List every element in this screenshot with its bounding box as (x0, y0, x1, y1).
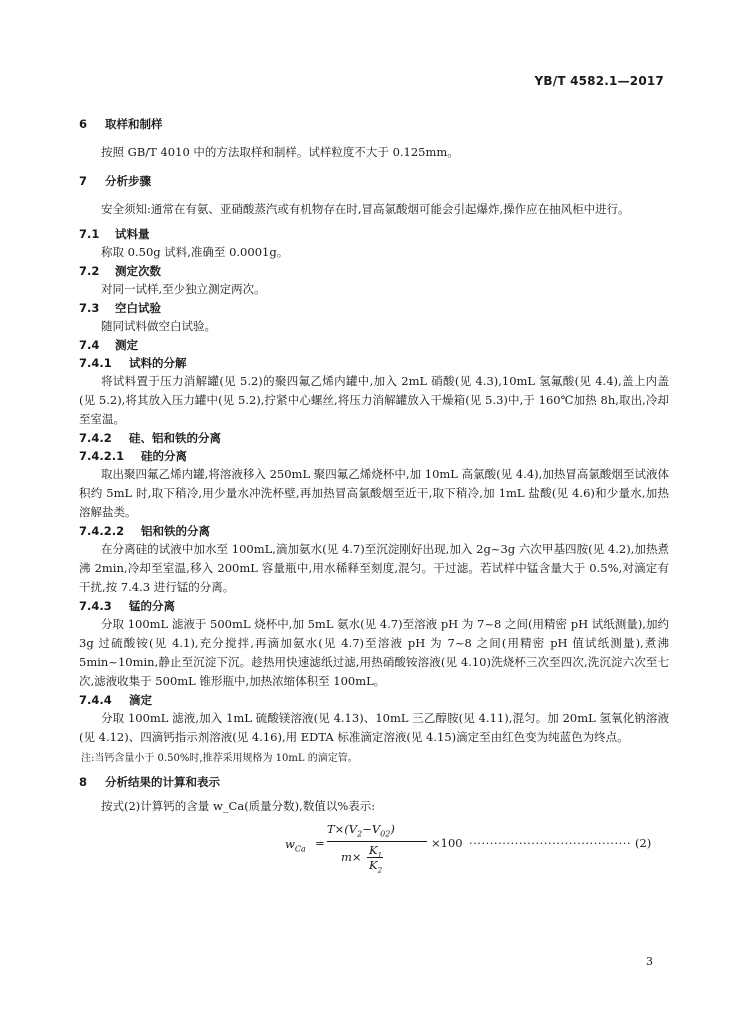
section-7-4-3-text: 分取 100mL 滤液于 500mL 烧杯中,加 5mL 氨水(见 4.7)至溶液 pH 为 7~8 之间(用精密 pH 试纸测量),加约 3g 过硫酸铵(见 4.1),充分搅拌,再滴加氨水(见 4.7)至溶液 pH 为 7~8 之间(用精密 pH 值试纸测量),煮沸 5min~10min,静止至沉淀下沉。趁热用快速滤纸过滤,用热硝酸铵溶液(见 4.10)洗烧杯三次至四次,洗沉淀六次至七次,滤液收集于 500mL 锥形瓶中,加热浓缩体积至 100mL。 (79, 617, 669, 688)
section-number: 7.1 (79, 227, 100, 241)
section-7-1-text: 称取 0.50g 试料,准确至 0.0001g。 (101, 245, 289, 259)
fraction-bar (327, 841, 427, 842)
section-number: 7.4.2 (79, 431, 112, 445)
section-7-4-2-2-text: 在分离硅的试液中加水至 100mL,滴加氨水(见 4.7)至沉淀刚好出现,加入 2g~3g 六次甲基四胺(见 4.2),加热煮沸 2min,冷却至室温,移入 200mL 容量瓶中,用水稀释至刻度,混匀。干过滤。若试样中锰含量大于 0.5%,对滴定有干扰,按 7.4.3 进行锰的分离。 (79, 542, 669, 594)
section-7-4-heading (79, 336, 669, 354)
section-title: 试料的分解 (129, 356, 187, 370)
formula-lhs: $w_{Ca}$ (285, 837, 306, 854)
section-number: 8 (79, 775, 88, 789)
page-number: 3 (646, 955, 653, 968)
section-6-text: 按照 GB/T 4010 中的方法取样和制样。试样粒度不大于 0.125mm。 (101, 145, 459, 159)
formula-leader-dots: ······································· (469, 836, 632, 850)
section-7-4-2-heading (79, 429, 669, 447)
section-number: 7.4.3 (79, 599, 112, 613)
content-body (79, 115, 669, 874)
section-title: 锰的分离 (129, 599, 176, 613)
formula-numerator: $T\times(V_2-V_{02})$ (327, 822, 395, 839)
section-title: 分析步骤 (105, 174, 152, 188)
section-title: 测定 (115, 338, 139, 352)
formula-k1: $K_1$ (369, 843, 383, 860)
section-7-4-4-heading (79, 691, 669, 709)
section-7-4-2-1-text: 取出聚四氟乙烯内罐,将溶液移入 250mL 聚四氟乙烯烧杯中,加 10mL 高氯酸(见 4.4),加热冒高氯酸烟至试液体积约 5mL 时,取下稍冷,用少量水冲洗杯壁,再加热冒高氯酸烟至近干,取下稍冷,加 1mL 盐酸(见 4.6)和少量水,加热溶解盐类。 (79, 467, 669, 519)
formula-denominator: m× (341, 850, 362, 864)
section-7-2-text: 对同一试样,至少独立测定两次。 (101, 282, 266, 296)
section-7-1-heading (79, 225, 669, 243)
standard-code: YB/T 4582.1—2017 (534, 74, 664, 88)
section-number: 7.4.2.2 (79, 524, 125, 538)
section-number: 6 (79, 117, 88, 131)
section-7-4-1-text: 将试料置于压力消解罐(见 5.2)的聚四氟乙烯内罐中,加入 2mL 硝酸(见 4.3),10mL 氢氟酸(见 4.4),盖上内盖(见 5.2),将其放入压力罐中(见 5.2),拧紧中心螺丝,将压力消解罐放入干燥箱(见 5.3)中,于 160℃加热 8h,取出,冷却至室温。 (79, 374, 669, 426)
section-number: 7.4.1 (79, 356, 112, 370)
section-title: 滴定 (129, 693, 153, 707)
section-7-3-heading (79, 299, 669, 317)
section-8-heading (79, 773, 669, 791)
section-number: 7.4.2.1 (79, 449, 125, 463)
section-7-heading (79, 172, 669, 190)
equation-number: (2) (635, 836, 652, 850)
formula-equals: = (315, 836, 325, 850)
note: 注:当钙含量小于 0.50%时,推荐采用规格为 10mL 的滴定管。 (81, 753, 358, 764)
section-title: 铝和铁的分离 (141, 524, 211, 538)
section-7-4-2-2-heading (79, 522, 669, 540)
section-title: 分析结果的计算和表示 (105, 775, 221, 789)
section-7-4-2-1-heading (79, 447, 669, 465)
section-7-4-3-heading (79, 597, 669, 615)
section-number: 7.4 (79, 338, 100, 352)
section-number: 7.3 (79, 301, 100, 315)
section-7-4-1-heading (79, 354, 669, 372)
formula-times100: ×100 (431, 836, 463, 850)
formula-k2: $K_2$ (369, 858, 383, 875)
section-title: 试料量 (115, 227, 150, 241)
formula-2 (79, 818, 669, 874)
section-7-text: 安全须知:通常在有氨、亚硝酸蒸汽或有机物存在时,冒高氯酸烟可能会引起爆炸,操作应在抽风柜中进行。 (101, 202, 630, 216)
section-7-2-heading (79, 262, 669, 280)
section-title: 取样和制样 (105, 117, 163, 131)
section-7-3-text: 随同试料做空白试验。 (101, 319, 216, 333)
section-number: 7.2 (79, 264, 100, 278)
section-6-heading (79, 115, 669, 133)
section-number: 7 (79, 174, 88, 188)
section-7-4-4-text: 分取 100mL 滤液,加入 1mL 硫酸镁溶液(见 4.13)、10mL 三乙醇胺(见 4.11),混匀。加 20mL 氢氧化钠溶液(见 4.12)、四滴钙指示剂溶液(见 4.16),用 EDTA 标准滴定溶液(见 4.15)滴定至由红色变为纯蓝色为终点。 (79, 711, 669, 744)
section-8-text: 按式(2)计算钙的含量 w_Ca(质量分数),数值以%表示: (101, 799, 376, 813)
section-title: 硅、铝和铁的分离 (129, 431, 222, 445)
section-number: 7.4.4 (79, 693, 112, 707)
section-title: 空白试验 (115, 301, 162, 315)
section-title: 测定次数 (115, 264, 162, 278)
section-title: 硅的分离 (141, 449, 188, 463)
